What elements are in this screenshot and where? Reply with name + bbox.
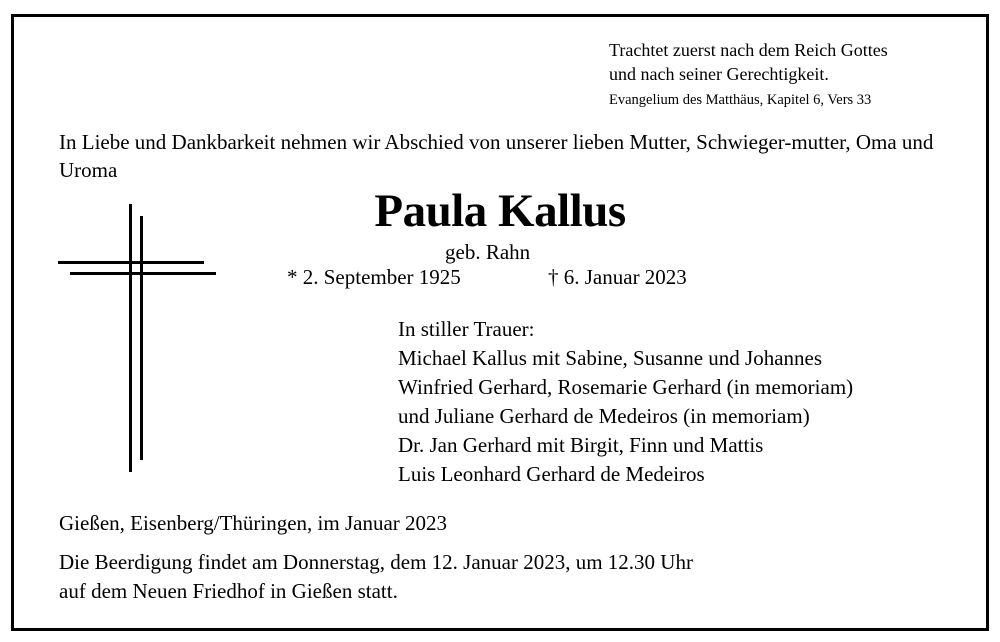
bible-quote-source: Evangelium des Matthäus, Kapitel 6, Vers 33 — [609, 92, 872, 108]
mourner-line: Dr. Jan Gerhard mit Birgit, Finn und Mattis — [398, 433, 764, 457]
bible-quote-line1: Trachtet zuerst nach dem Reich Gottes — [609, 40, 888, 60]
funeral-info — [59, 548, 693, 606]
bible-quote — [609, 38, 888, 86]
mourner-line: Luis Leonhard Gerhard de Medeiros — [398, 462, 705, 486]
mourning-heading: In stiller Trauer: — [398, 317, 535, 341]
bible-quote-line2: und nach seiner Gerechtigkeit. — [609, 64, 829, 84]
death-date: † 6. Januar 2023 — [548, 265, 687, 289]
mourner-line: Michael Kallus mit Sabine, Susanne und Johannes — [398, 346, 823, 370]
intro-text: In Liebe und Dankbarkeit nehmen wir Abschied von unserer lieben Mutter, Schwieger-mutter, Oma und Uroma — [59, 130, 934, 182]
place-date: Gießen, Eisenberg/Thüringen, im Januar 2023 — [59, 511, 448, 535]
mourner-line: und Juliane Gerhard de Medeiros (in memoriam) — [398, 404, 810, 428]
birth-date: * 2. September 1925 — [287, 265, 461, 289]
birth-name: geb. Rahn — [445, 240, 531, 264]
mourning-block — [398, 315, 853, 489]
funeral-line2: auf dem Neuen Friedhof in Gießen statt. — [59, 579, 398, 603]
funeral-line1: Die Beerdigung findet am Donnerstag, dem 12. Januar 2023, um 12.30 Uhr — [59, 550, 693, 574]
mourner-line: Winfried Gerhard, Rosemarie Gerhard (in memoriam) — [398, 375, 854, 399]
deceased-name: Paula Kallus — [374, 185, 626, 237]
